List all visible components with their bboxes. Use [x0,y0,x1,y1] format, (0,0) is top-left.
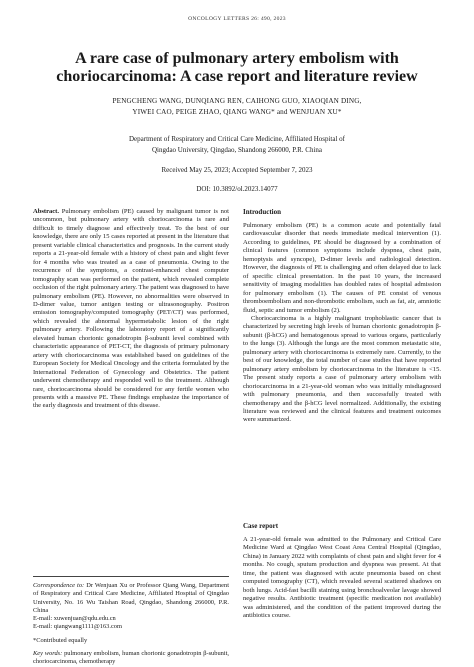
contributed-equally-note: *Contributed equally [33,636,88,644]
abstract-label: Abstract. [33,208,59,215]
affiliation [40,134,434,155]
keywords-label: Key words: [33,650,63,658]
author-line: YIWEI CAO, PEIGE ZHAO, QIANG WANG* and WENJUAN XU* [132,107,342,116]
case-report-paragraph: A 21-year-old female was admitted to the Pulmonary and Critical Care Medicine Ward at Qingdao West Coast Area Central Hospital (Qingdao, China) in January 2022 with complaints of chest pain and slight fever for 4 months. No cough, sputum production and dyspnea was present. At that time, the patient was diagnosed with acute pneumonia based on chest computed tomography (CT), which revealed several scattered shadows on both lungs. Acid-fast bacilli staining using bronchoalveolar lavage showed negative results. Antibiotic treatment (specific medication not available) was administered, and the condition of the patient improved during the antibiotics course. [243,536,441,620]
keywords-text: pulmonary embolism, human chorionic gonadotropin β-subunit, choriocarcinoma, chemotherapy [33,650,229,666]
right-column [243,208,441,425]
introduction-heading: Introduction [243,208,281,216]
footnotes [33,582,229,667]
received-accepted-dates: Received May 25, 2023; Accepted September 7, 2023 [161,166,313,174]
affiliation-line: Qingdao University, Qingdao, Shandong 266000, P.R. China [151,145,323,154]
correspondence [33,582,229,615]
correspondence-text: Dr Wenjuan Xu or Professor Qiang Wang, Department of Respiratory and Critical Care Medicine, Affiliated Hospital of Qingdao University, No. 16 Wu Taishan Road, Qingdao, Shandong 266000, P.R. China [33,582,229,614]
footnote-divider [33,576,229,577]
case-report-section [243,522,441,621]
abstract-text: Pulmonary embolism (PE) caused by malignant tumor is not uncommon, but pulmonary artery with choriocarcinoma is rare and difficult to timely diagnose and effectively treat. To the best of our knowledge, there are only 15 cases reported at present in the literature that present variable clinical characteristics and prognosis. In the current study reports a 21-year-old female with a history of chest pain and slight fever for 4 months who was treated as a case of pneumonia. Owing to the recurrence of the symptoms, a contrast-enhanced chest computer tomography scan was performed on the patient, which revealed complete occlusion of the right pulmonary artery. The patient was diagnosed to have pulmonary embolism (PE). However, no abnormalities were observed in D-dimer value, tumor antigen testing or ultrasonography. Positron emission tomography/computed tomography (PET/CT) was performed, which revealed the abnormal hypermetabolic lesion of the right pulmonary artery. Following the laboratory report of a significantly elevated human chorionic gonadotropin β-subunit level combined with characteristic appearance of PET-CT, the diagnosis of primary pulmonary artery with choriocarcinoma was established based on guidelines of the European Society for Medical Oncology and the criteria formulated by the International Federation of Gynecology and Obstetrics. The patient underwent chemotherapy and responded well to the treatment. Although rare, choriocarcinoma should be considered for any fertile women who presents with a massive PE. These findings emphasize the importance of the early diagnosis and treatment of this disease. [33,208,230,410]
introduction-paragraph: Pulmonary embolism (PE) is a common acute and potentially fatal cardiovascular disorder that needs immediate medical intervention (1). According to guidelines, PE should be diagnosed by a combination of clinical features (common symptoms include dyspnea, chest pain, hemoptysis and syncope), D-dimer levels and radiological detection. However, the diagnosis of PE is challenging and often delayed due to lack of specific clinical presentation. In the past 10 years, the increased sensitivity of imaging modalities has doubled rates of hospital admission for pulmonary embolism (1). The causes of PE consist of venous thromboembolism and non-thrombotic embolism, such as fat, air, amniotic fluid, septic and tumor embolism (2). [243,222,441,314]
introduction-paragraph: Choriocarcinoma is a highly malignant trophoblastic cancer that is characterized by secreting high levels of human chorionic gonadotropin β-subunit (β-hCG) and hematogenous spread to various organs, particularly to the lungs (3). Although the lungs are the most common metastatic site, pulmonary artery with choriocarcinoma is extremely rare. Currently, to the best of our knowledge, the total number of case studies that have reported pulmonary artery embolism by choriocarcinoma in the literature is <15. The present study reports a case of pulmonary artery embolism with choriocarcinoma in a 21-year-old woman who was initially misdiagnosed with pulmonary pneumonia, and then successfully treated with chemotherapy and the β-hCG level normalized. Additionally, the existing literature was reviewed and the clinical features and treatment outcomes were summarized. [243,314,441,424]
article-title: A rare case of pulmonary artery embolism with choriocarcinoma: A case report and literature review [56,50,418,85]
affiliation-line: Department of Respiratory and Critical Care Medicine, Affiliated Hospital of [128,135,346,143]
left-column [33,208,229,411]
case-report-heading: Case report [243,522,279,530]
keywords [33,650,229,667]
running-head: ONCOLOGY LETTERS 26: 490, 2023 [188,16,286,22]
abstract [33,208,229,411]
correspondence-label: Correspondence to: [33,582,85,589]
email-link[interactable]: E-mail: xuwenjuan@qdu.edu.cn [33,615,116,623]
doi: DOI: 10.3892/ol.2023.14077 [196,185,278,193]
email-link[interactable]: E-mail: qiangwang1111@163.com [33,623,122,631]
author-line: PENGCHENG WANG, DUNQIANG REN, CAIHONG GUO, XIAOQIAN DING, [112,97,362,105]
author-list [30,96,444,117]
